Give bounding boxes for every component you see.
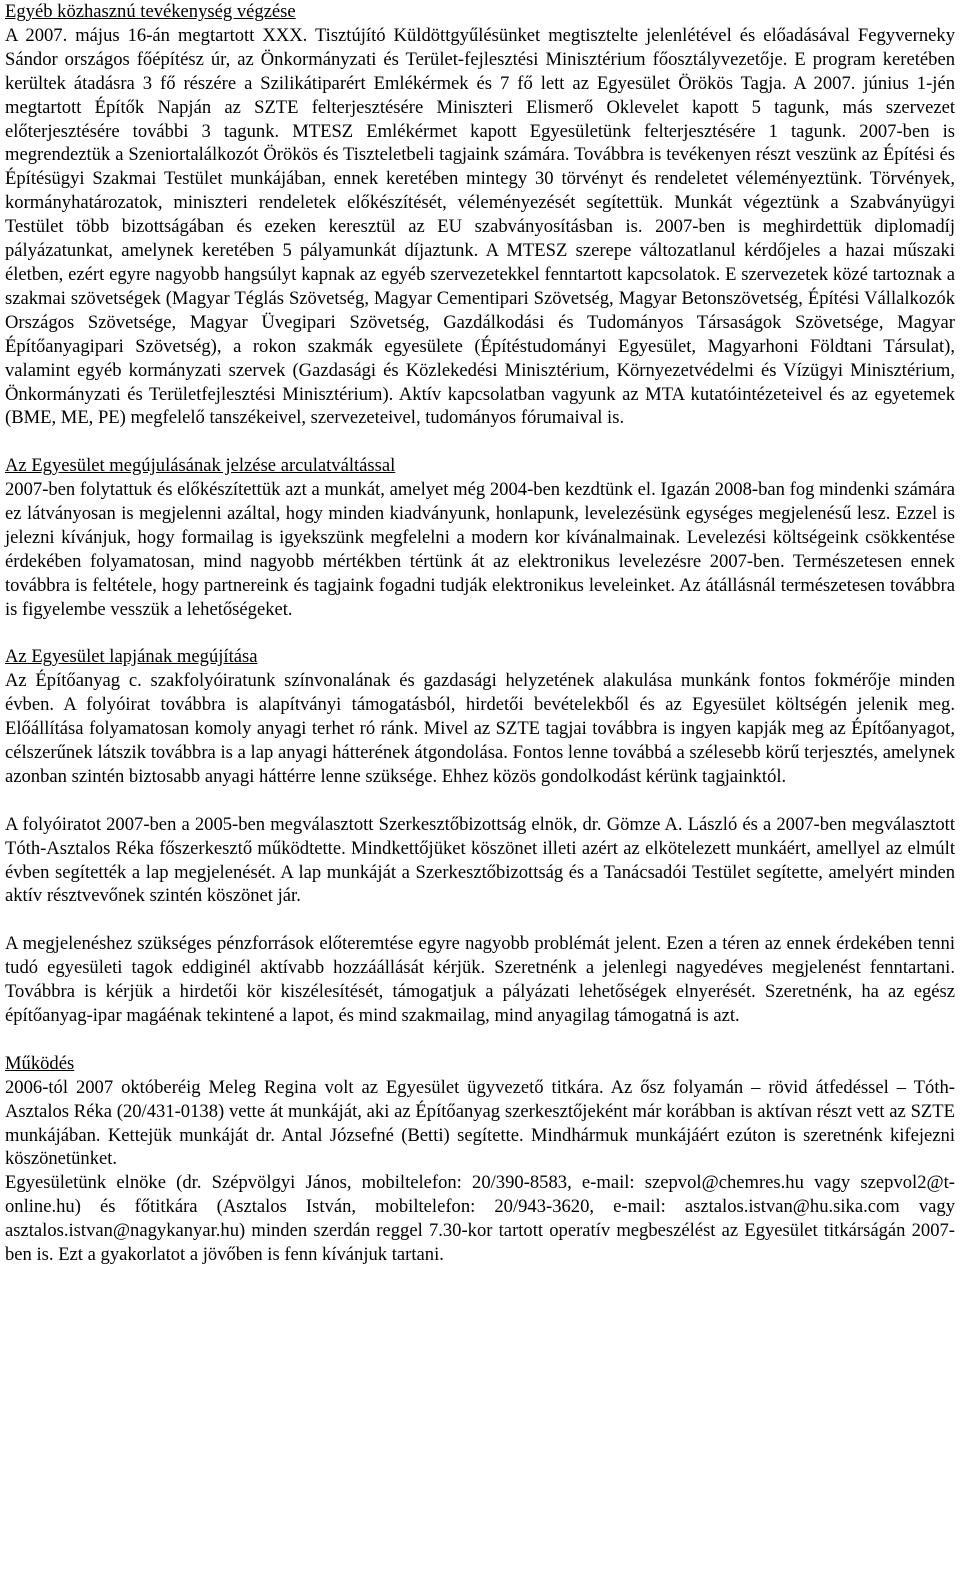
paragraph-gap <box>5 430 955 454</box>
section-paragraph: 2006-tól 2007 októberéig Meleg Regina volt az Egyesület ügyvezető titkára. Az ősz folyamán – rövid átfedéssel – Tóth-Asztalos Réka (20/431-0138) vette át munkáját, aki az Építőanyag szerkesztőjeként már korábban is aktívan részt vett az SZTE munkájában. Kettejük munkáját dr. Antal Józsefné (Betti) segítette. Mindhármuk munkájáért ezúton is szeretnénk kifejezni köszönetünket. <box>5 1076 955 1170</box>
section-mukodes <box>5 1052 955 1267</box>
section-paragraph: Az Építőanyag c. szakfolyóiratunk színvonalának és gazdasági helyzetének alakulása munkánk fontos fokmérője minden évben. A folyóirat továbbra is alapítványi támogatásból, hirdetői bevételekből és az Egyesület költségén jelenik meg. Előállítása folyamatosan komoly anyagi terhet ró ránk. Mivel az SZTE tagjai továbbra is ingyen kapják meg az Építőanyagot, célszerűnek látszik továbbra is a lap anyagi hátterének átgondolása. Fontos lenne továbbá a szélesebb körű terjesztés, amelynek azonban szintén biztosabb anyagi háttérre lenne szüksége. Ehhez közös gondolkodást kérünk tagjainktól. <box>5 670 955 787</box>
section-paragraph: 2007-ben folytattuk és előkészítettük azt a munkát, amelyet még 2004-ben kezdtünk el. Igazán 2008-ban fog mindenki számára ez látványosan is megjelenni azáltal, hogy minden kiadványunk, honlapunk, levelezésünk egységes megjelenésű lesz. Ezzel is jelezni kívánjuk, hogy formailag is igyekszünk megfelelni a modern kor kívánalmainak. Levelezési költségeink csökkentése érdekében folyamatosan, mind nagyobb mértékben tértünk át az elektronikus levelezésre 2007-ben. Természetesen ennek továbbra is feltétele, hogy partnereink és tagjaink fogadni tudják elektronikus leveleinket. Az átállásnál természetesen továbbra is figyelembe vesszük a lehetőségeket. <box>5 479 955 620</box>
section-lap-megujitasa <box>5 645 955 1027</box>
paragraph-gap <box>5 908 955 932</box>
section-paragraph: A 2007. május 16-án megtartott XXX. Tisztújító Küldöttgyűlésünket megtisztelte jelenlétével és előadásával Fegyverneky Sándor országos főépítész úr, az Önkormányzati és Terület-fejlesztési Minisztérium főosztályvezetője. E program keretében kerültek átadásra 3 fő részére a Szilikátiparért Emlékérmek és 7 fő lett az Egyesület Örökös Tagja. A 2007. június 1-jén megtartott Építők Napján az SZTE felterjesztésére Miniszteri Elismerő Oklevelet kapott 5 tagunk, más szervezet előterjesztésére további 3 tagunk. MTESZ Emlékérmet kapott Egyesületünk felterjesztésére 1 tagunk. 2007-ben is megrendeztük a Szeniortalálkozót Örökös és Tiszteletbeli tagjaink számára. Továbbra is tevékenyen részt veszünk az Építési és Építésügyi Szakmai Testület munkájában, ennek keretében mintegy 30 törvényt és rendeletet véleményeztünk. Törvények, kormányhatározatok, miniszteri rendeletek előkészítését, véleményezését segítettük. Munkát végeztünk a Szabványügyi Testület több bizottságában és ezeken keresztül az EU szabványosításban is. 2007-ben is meghirdettük diplomadíj pályázatunkat, amelynek keretében 5 pályamunkát díjaztunk. A MTESZ szerepe változatlanul kérdőjeles a hazai műszaki életben, ezért egyre nagyobb hangsúlyt kapnak az egyéb szervezetekkel fenntartott kapcsolatok. E szervezetek közé tartoznak a szakmai szövetségek (Magyar Téglás Szövetség, Magyar Cementipari Szövetség, Magyar Betonszövetség, Építési Vállalkozók Országos Szövetsége, Magyar Üvegipari Szövetség, Gazdálkodási és Tudományos Társaságok Szövetsége, Magyar Építőanyagipari Szövetség), a rokon szakmák egyesülete (Építéstudományi Egyesület, Magyarhoni Földtani Társulat), valamint egyéb kormányzati szervek (Gazdasági és Közlekedési Minisztérium, Környezetvédelmi és Vízügyi Minisztérium, Önkormányzati és Területfejlesztési Minisztérium). Aktív kapcsolatban vagyunk az MTA kutatóintézeteivel és az egyetemek (BME, ME, PE) megfelelő tanszékeivel, szervezeteivel, tudományos fórumaival is. <box>5 24 955 429</box>
paragraph-gap <box>5 1028 955 1052</box>
document-page <box>5 0 955 1267</box>
paragraph-gap <box>5 789 955 813</box>
section-heading: Az Egyesület megújulásának jelzése arculatváltással <box>5 455 396 477</box>
section-heading: Működés <box>5 1052 75 1074</box>
section-arculatvaltas <box>5 454 955 621</box>
paragraph-gap <box>5 622 955 646</box>
section-heading: Egyéb közhasznú tevékenység végzése <box>5 1 296 22</box>
section-egyeb-kozhasznu <box>5 0 955 430</box>
section-paragraph: A megjelenéshez szükséges pénzforrások előteremtése egyre nagyobb problémát jelent. Ezen a téren az ennek érdekében tenni tudó egyesületi tagok eddiginél aktívabb hozzáállását kérjük. Szeretnénk a jelenlegi nagyedéves megjelenést fenntartani. Továbbra is kérjük a hirdetői kör kiszélesítését, támogatjuk a pályázati lehetőségek elnyerését. Szeretnénk, ha az egész építőanyag-ipar magáénak tekintené a lapot, és mind szakmailag, mind anyagilag támogatná is azt. <box>5 933 955 1026</box>
section-heading: Az Egyesület lapjának megújítása <box>5 646 258 668</box>
section-paragraph: A folyóiratot 2007-ben a 2005-ben megválasztott Szerkesztőbizottság elnök, dr. Gömze A. László és a 2007-ben megválasztott Tóth-Asztalos Réka főszerkesztő működtette. Mindkettőjüket köszönet illeti azért az elkötelezett munkáért, amellyel az elmúlt évben segítették a lap megjelenését. A lap munkáját a Szerkesztőbizottság és a Tanácsadói Testület segítette, amelyért minden aktív résztvevőnek szintén köszönet jár. <box>5 813 955 907</box>
section-paragraph: Egyesületünk elnöke (dr. Szépvölgyi János, mobiltelefon: 20/390-8583, e-mail: szepvol@chemres.hu vagy szepvol2@t-online.hu) és főtitkára (Asztalos István, mobiltelefon: 20/943-3620, e-mail: asztalos.istvan@hu.sika.com vagy asztalos.istvan@nagykanyar.hu) minden szerdán reggel 7.30-kor tartott operatív megbeszélést az Egyesület titkárságán 2007-ben is. Ezt a gyakorlatot a jövőben is fenn kívánjuk tartani. <box>5 1172 955 1266</box>
